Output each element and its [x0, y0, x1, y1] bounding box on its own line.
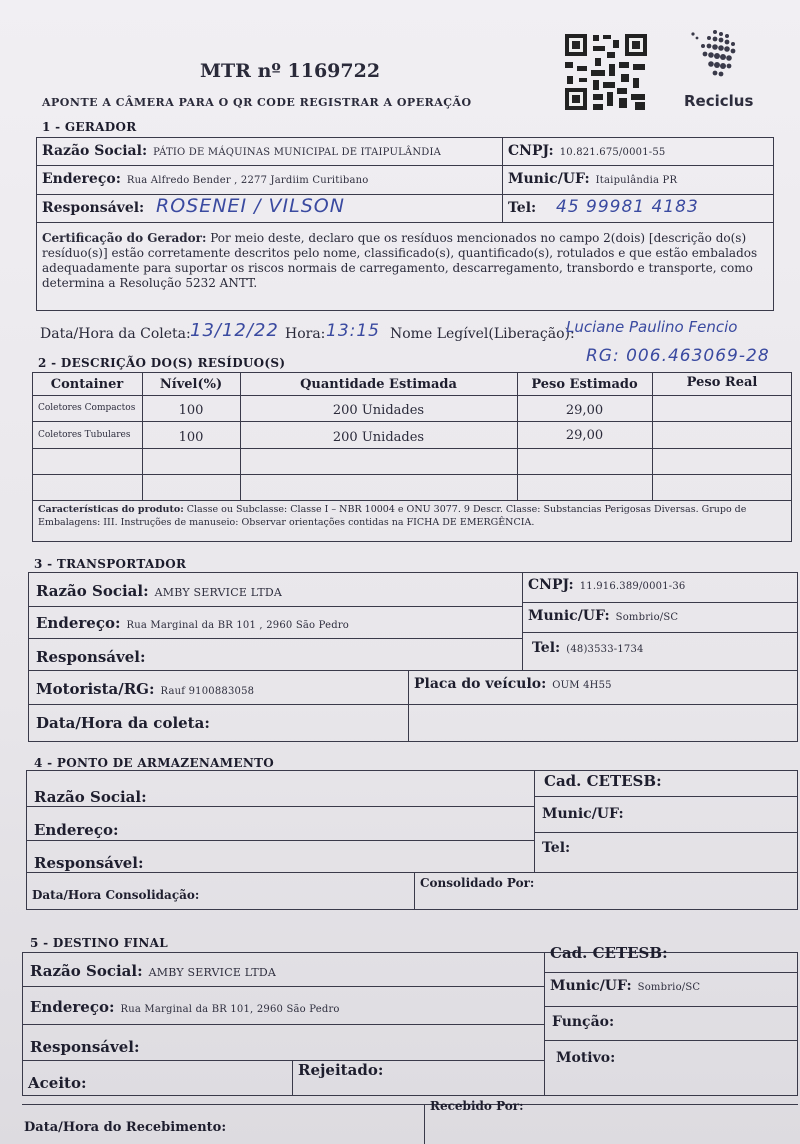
armazenamento-razao-social: Razão Social:: [34, 788, 147, 806]
table-row-1-nivel: 100: [178, 403, 204, 418]
transportador-datahora: Data/Hora da coleta:: [36, 714, 210, 732]
armazenamento-responsavel: Responsável:: [34, 854, 144, 872]
gerador-razao-value: PÁTIO DE MÁQUINAS MUNICIPAL DE ITAIPULÂNDIA: [153, 147, 442, 158]
residuos-header-peso-estimado: Peso Estimado: [531, 377, 638, 392]
table-row-2-container: Coletores Tubulares: [38, 430, 131, 440]
coleta-hora-label: Hora:: [285, 326, 326, 342]
destino-rejeitado: Rejeitado:: [298, 1061, 384, 1079]
destino-recebido-por: Recebido Por:: [430, 1099, 524, 1113]
transportador-motorista-value: Rauf 9100883058: [160, 686, 255, 697]
gerador-responsavel-handwritten: ROSENEI / VILSON: [156, 195, 345, 217]
residuos-header-peso-real: Peso Real: [686, 375, 758, 390]
table-row-1-peso: 29,00: [565, 403, 604, 418]
transportador-placa-value: OUM 4H55: [552, 680, 612, 691]
transportador-tel-value: (48)3533-1734: [566, 644, 644, 655]
residuos-header-container: Container: [50, 377, 124, 392]
destino-funcao: Função:: [552, 1014, 615, 1030]
reciclus-logo-icon: [675, 26, 755, 86]
destino-cad-cetesb: Cad. CETESB:: [550, 944, 668, 962]
armazenamento-datahora: Data/Hora Consolidação:: [32, 888, 200, 902]
armazenamento-munic: Munic/UF:: [542, 806, 624, 822]
destino-endereco-value: Rua Marginal da BR 101, 2960 São Pedro: [120, 1004, 340, 1015]
transportador-cnpj-value: 11.916.389/0001-36: [579, 581, 686, 592]
coleta-nome-label: Nome Legível(Liberação):: [390, 326, 575, 342]
reciclus-logo-text: Reciclus: [684, 92, 754, 110]
section-gerador-title: 1 - GERADOR: [42, 120, 137, 134]
residuos-header-quantidade: Quantidade Estimada: [300, 377, 457, 392]
section-transportador-title: 3 - TRANSPORTADOR: [34, 557, 187, 571]
armazenamento-consolidado-por: Consolidado Por:: [420, 876, 535, 890]
destino-razao-social: Razão Social: AMBY SERVICE LTDA: [30, 962, 277, 980]
destino-motivo: Motivo:: [556, 1050, 616, 1066]
transportador-endereco: Endereço: Rua Marginal da BR 101 , 2960 São Pedro: [36, 614, 350, 632]
gerador-tel-handwritten: 45 99981 4183: [556, 197, 699, 217]
destino-munic: Munic/UF: Sombrio/SC: [550, 978, 701, 994]
transportador-munic-value: Sombrio/SC: [615, 612, 679, 623]
section-destino-title: 5 - DESTINO FINAL: [30, 936, 168, 950]
transportador-munic: Munic/UF: Sombrio/SC: [528, 608, 679, 624]
gerador-endereco: Endereço: Rua Alfredo Bender , 2277 Jardiim Curitibano: [42, 171, 369, 187]
table-row-1-quantidade: 200 Unidades: [332, 403, 425, 418]
gerador-cnpj: CNPJ: 10.821.675/0001-55: [508, 143, 666, 159]
coleta-data-handwritten: 13/12/22: [190, 320, 279, 341]
gerador-responsavel-label: Responsável:: [42, 200, 145, 216]
table-row-2-peso: 29,00: [565, 428, 604, 443]
transportador-razao-value: AMBY SERVICE LTDA: [154, 586, 283, 599]
residuos-header-nivel: Nível(%): [159, 377, 223, 392]
table-row-2-nivel: 100: [178, 430, 204, 445]
qr-code-icon: [563, 32, 649, 112]
table-row-1-container: Coletores Compactos: [38, 403, 136, 413]
coleta-nome-handwritten: Luciane Paulino Fencio: [566, 318, 738, 336]
destino-recebimento-datahora: Data/Hora do Recebimento:: [24, 1120, 227, 1135]
armazenamento-cad-cetesb: Cad. CETESB:: [544, 772, 662, 790]
coleta-hora-handwritten: 13:15: [326, 321, 380, 341]
section-armazenamento-title: 4 - PONTO DE ARMAZENAMENTO: [34, 756, 275, 770]
table-row-2-quantidade: 200 Unidades: [332, 430, 425, 445]
transportador-motorista: Motorista/RG: Rauf 9100883058: [36, 680, 255, 698]
armazenamento-endereco: Endereço:: [34, 821, 119, 839]
destino-munic-value: Sombrio/SC: [637, 982, 701, 993]
transportador-responsavel: Responsável:: [36, 648, 146, 666]
transportador-placa: Placa do veículo: OUM 4H55: [414, 676, 612, 692]
transportador-razao-social: Razão Social: AMBY SERVICE LTDA: [36, 582, 283, 600]
destino-endereco: Endereço: Rua Marginal da BR 101, 2960 São Pedro: [30, 998, 340, 1016]
gerador-endereco-value: Rua Alfredo Bender , 2277 Jardiim Curitibano: [126, 175, 369, 186]
document-subtitle: APONTE A CÂMERA PARA O QR CODE REGISTRAR A OPERAÇÃO: [42, 96, 472, 109]
coleta-rg-handwritten: RG: 006.463069-28: [586, 346, 770, 366]
destino-razao-value: AMBY SERVICE LTDA: [148, 966, 277, 979]
destino-aceito: Aceito:: [28, 1074, 87, 1092]
gerador-munic: Munic/UF: Itaipulândia PR: [508, 171, 678, 187]
transportador-endereco-value: Rua Marginal da BR 101 , 2960 São Pedro: [126, 620, 350, 631]
destino-responsavel: Responsável:: [30, 1038, 140, 1056]
coleta-data-label: Data/Hora da Coleta:: [40, 326, 191, 342]
transportador-cnpj: CNPJ: 11.916.389/0001-36: [528, 577, 686, 593]
section-residuos-title: 2 - DESCRIÇÃO DO(S) RESÍDUO(S): [38, 356, 286, 370]
transportador-tel: Tel: (48)3533-1734: [532, 640, 644, 656]
gerador-munic-value: Itaipulândia PR: [595, 175, 678, 186]
gerador-razao-social: Razão Social: PÁTIO DE MÁQUINAS MUNICIPAL DE ITAIPULÂNDIA: [42, 143, 442, 159]
document-title: MTR nº 1169722: [200, 60, 381, 82]
armazenamento-tel: Tel:: [542, 840, 571, 856]
gerador-certificacao: Certificação do Gerador: Por meio deste, declaro que os resíduos mencionados no campo 2(dois) [descrição do(s) resíduo(s)] estão corretamente descritos pelo nome, classificado(s), quantificado(s), rotulados e que estão embalados adequadamente para suportar os riscos normais de carregamento, descarregamento, transbordo e transporte, como determina a Resolução 5232 ANTT.: [42, 231, 758, 290]
gerador-cnpj-value: 10.821.675/0001-55: [559, 147, 666, 158]
gerador-tel-label: Tel:: [508, 200, 537, 216]
residuos-caracteristicas: Características do produto: Classe ou Subclasse: Classe I – NBR 10004 e ONU 3077. 9 Descr. Classe: Substancias Perigosas Diversas. Grupo de Embalagens: III. Instruções de manuseio: Observar orientações contidas na FICHA DE EMERGÊNCIA.: [38, 504, 747, 528]
